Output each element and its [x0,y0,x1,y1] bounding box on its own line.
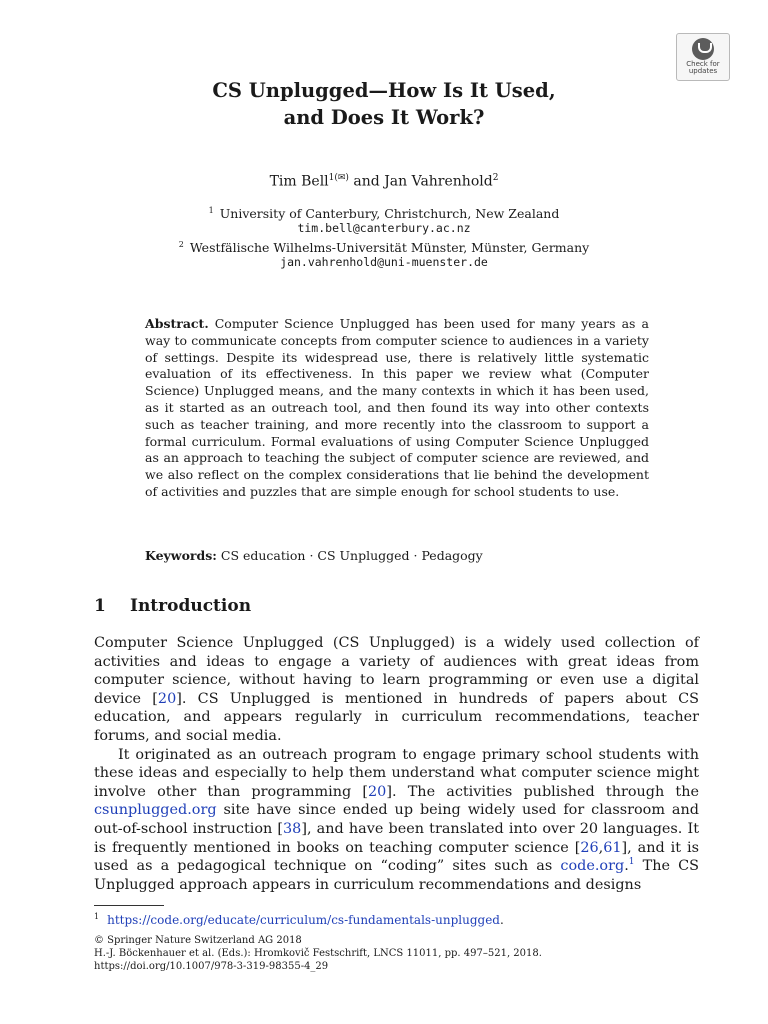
affiliation-2-email[interactable]: jan.vahrenhold@uni-muenster.de [280,255,488,269]
author-list [0,168,768,192]
footnote-1-num: 1 [94,912,100,921]
p1-text-1: Computer Science Unplugged (CS Unplugged) is a widely used collection of activities and ideas to engage a variety of audiences with great ideas from computer science, without having to learn programming or even use a digital device [ [94,635,699,707]
badge-line1: Check for [686,60,720,68]
paper-title [0,77,768,131]
p2-text-3: site have since ended up being widely used for classroom and out-of-school instruction [ [94,802,699,837]
title-line1: CS Unplugged—How Is It Used, [212,79,556,102]
check-for-updates-badge[interactable] [676,33,730,81]
body-text [94,634,699,894]
citation-26[interactable]: 26 [580,839,599,856]
p2-text-5: ], and it is used as a pedagogical technique on “coding” sites such as [94,839,699,875]
abstract-label: Abstract. [145,316,209,331]
abstract [145,316,649,501]
csunplugged-link[interactable]: csunplugged.org [94,802,217,819]
code-org-link[interactable]: code.org [560,858,625,875]
p2-text-2: ]. The activities published through the [386,783,699,800]
keywords-text: CS education · CS Unplugged · Pedagogy [220,548,483,563]
paragraph-1 [94,634,699,746]
p2-text-4: ], and have been translated into over 20 languages. It is frequently mentioned in books on teaching computer science [ [94,820,699,856]
citation-38[interactable]: 38 [283,820,302,837]
citation-20[interactable]: 20 [368,783,387,800]
p2-text-1: It originated as an outreach program to engage primary school students with these ideas and especially to help them understand what computer science might involve other than programming [ [94,746,699,800]
affiliation-1-name: University of Canterbury, Christchurch, New Zealand [219,206,560,222]
footnote-divider [94,905,164,906]
footnote-1-url[interactable]: https://code.org/educate/curriculum/cs-fundamentals-unplugged [107,913,500,927]
paragraph-2: It originated as an outreach program to engage primary school students with these ideas and especially to help them understand what computer science might involve other than programming [20]. The activities published through the csunplugged.org site have since ended up being widely used for classroom and out-of-school instruction [38], and have been translated into over 20 languages. It is frequently mentioned in books on teaching computer science [26,61], and it is used as a pedagogical technique on “coding” sites such as code.org.$^1$ The CS Unplugged approach appears in curriculum recommendations and designs [94,746,699,893]
affiliation-1-email[interactable]: tim.bell@canterbury.ac.nz [297,221,471,235]
doi-line[interactable]: https://doi.org/10.1007/978-3-319-98355-4_29 [94,961,329,972]
badge-line2: updates [688,67,718,75]
citation-20[interactable]: 20 [157,690,177,707]
footnote-1-mark[interactable]: 1 [628,857,635,868]
publication-info [94,934,542,973]
section-number: 1 [94,596,106,616]
footnote-1 [94,909,504,928]
abstract-text: Computer Science Unplugged has been used for many years as a way to communicate concepts from computer science to audiences in a variety of settings. Despite its widespread use, there is relatively little systematic evaluation of its effectiveness. In this paper we review what (Computer Science) Unplugged means, and the many contexts in which it has been used, as it started as an outreach tool, and then found its way into other contexts such as teacher training, and more recently into the classroom to support a formal curriculum. Formal evaluations of using Computer Science Unplugged as an approach to teaching the subject of computer science are reviewed, and we also reflect on the complex considerations that lie behind the development of activities and puzzles that are simple enough for school students to use. [145,316,649,499]
citation-separator: , [598,839,604,856]
author-1-mark: 1(✉) [328,173,349,183]
footnote-1-end: . [499,913,504,927]
p1-text-2: ]. CS Unplugged is mentioned in hundreds of papers about CS education, and appears regularly in curriculum recommendations, teacher forums, and social media. [94,690,699,744]
section-heading [94,594,251,618]
affiliation-1-num: 1 [208,206,214,215]
keywords [145,547,649,564]
affiliation-2-name: Westfälische Wilhelms-Universität Münster, Münster, Germany [189,240,590,256]
author-1: Tim Bell [269,173,329,190]
author-2: Jan Vahrenhold [384,173,493,190]
section-title: Introduction [130,596,252,616]
citation-61[interactable]: 61 [603,839,622,856]
keywords-label: Keywords: [145,548,217,563]
copyright-line: © Springer Nature Switzerland AG 2018 [94,935,302,946]
citation-line: H.-J. Böckenhauer et al. (Eds.): Hromkovič Festschrift, LNCS 11011, pp. 497–521, 2018. [94,948,542,959]
affiliation-2-num: 2 [178,240,184,249]
p2-text-6: The CS Unplugged approach appears in curriculum recommendations and designs [94,858,699,893]
author-conjunction: and [353,173,380,190]
author-2-mark: 2 [492,173,499,183]
check-updates-icon [692,38,714,60]
title-line2: and Does It Work? [283,106,485,129]
